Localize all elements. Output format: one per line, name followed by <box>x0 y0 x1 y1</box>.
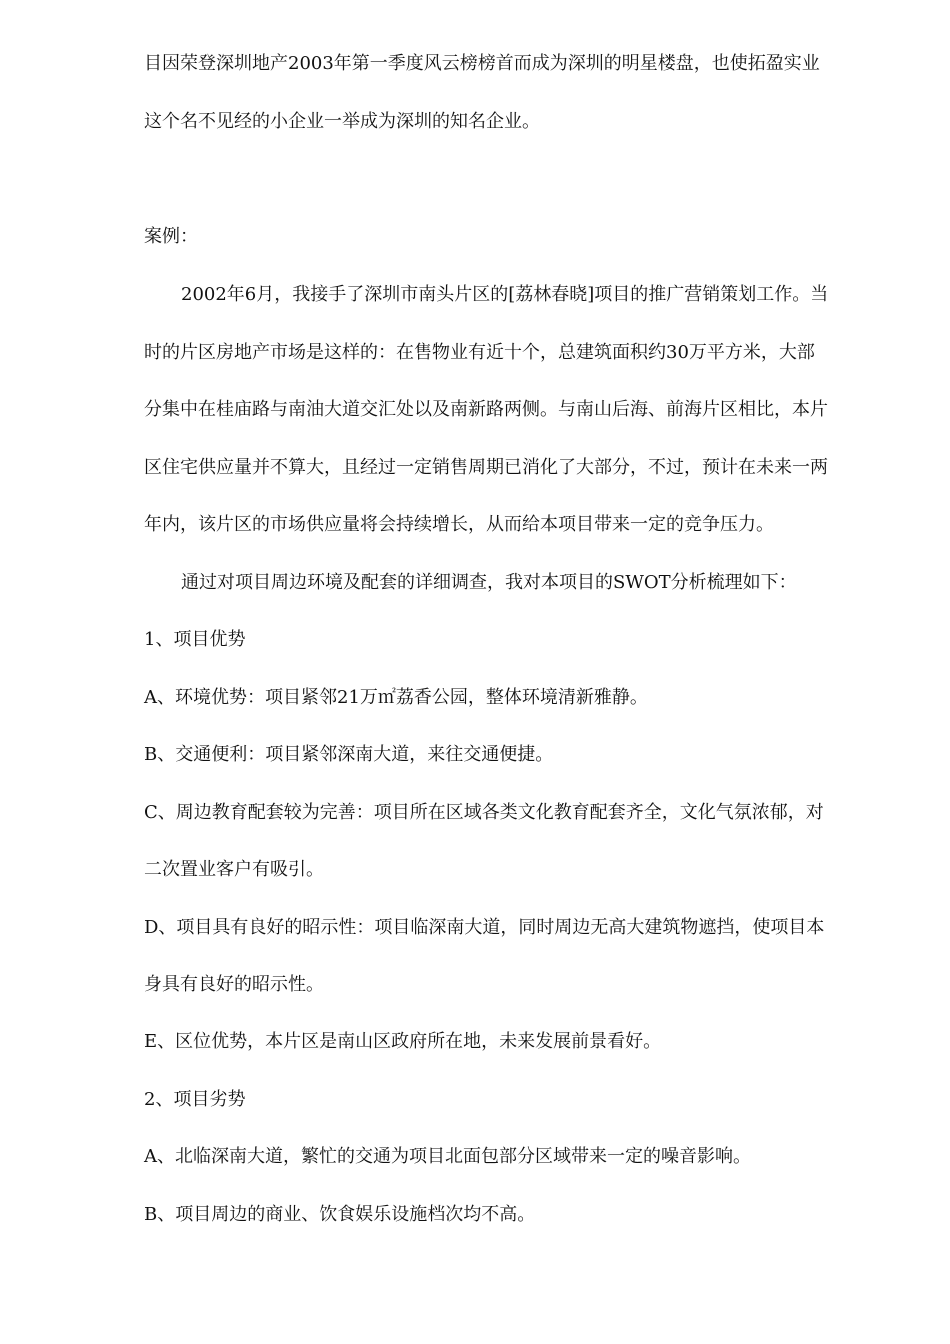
text-line: 这个名不见经的小企业一举成为深圳的知名企业。 <box>144 111 540 132</box>
text-line: 目因荣登深圳地产2003年第一季度风云榜榜首而成为深圳的明星楼盘，也使拓盈实业 <box>144 53 820 74</box>
text-line: 通过对项目周边环境及配套的详细调查，我对本项目的SWOT分析梳理如下： <box>181 572 797 593</box>
text-line: 分集中在桂庙路与南油大道交汇处以及南新路两侧。与南山后海、前海片区相比，本片 <box>144 399 828 420</box>
text-line: 2002年6月，我接手了深圳市南头片区的[荔林春晓]项目的推广营销策划工作。当 <box>181 284 829 305</box>
list-item: C、周边教育配套较为完善：项目所在区域各类文化教育配套齐全，文化气氛浓郁，对 <box>144 802 824 823</box>
text-line: 区住宅供应量并不算大，且经过一定销售周期已消化了大部分，不过，预计在未来一两 <box>144 457 828 478</box>
list-item: A、北临深南大道，繁忙的交通为项目北面包部分区域带来一定的噪音影响。 <box>144 1146 751 1167</box>
text-line: 时的片区房地产市场是这样的：在售物业有近十个，总建筑面积约30万平方米，大部 <box>144 342 815 363</box>
list-item: B、交通便利：项目紧邻深南大道，来往交通便捷。 <box>144 744 554 765</box>
list-item-continued: 二次置业客户有吸引。 <box>144 859 324 880</box>
list-item: E、区位优势，本片区是南山区政府所在地，未来发展前景看好。 <box>144 1031 662 1052</box>
list-item: A、环境优势：项目紧邻21万㎡荔香公园，整体环境清新雅静。 <box>144 687 648 708</box>
list-item-continued: 身具有良好的昭示性。 <box>144 974 324 995</box>
section-heading: 1、项目优势 <box>144 629 246 650</box>
list-item: D、项目具有良好的昭示性：项目临深南大道，同时周边无高大建筑物遮挡，使项目本 <box>144 917 825 938</box>
case-heading: 案例： <box>144 226 198 247</box>
text-line: 年内，该片区的市场供应量将会持续增长，从而给本项目带来一定的竞争压力。 <box>144 514 774 535</box>
list-item: B、项目周边的商业、饮食娱乐设施档次均不高。 <box>144 1204 536 1225</box>
section-heading: 2、项目劣势 <box>144 1089 246 1110</box>
